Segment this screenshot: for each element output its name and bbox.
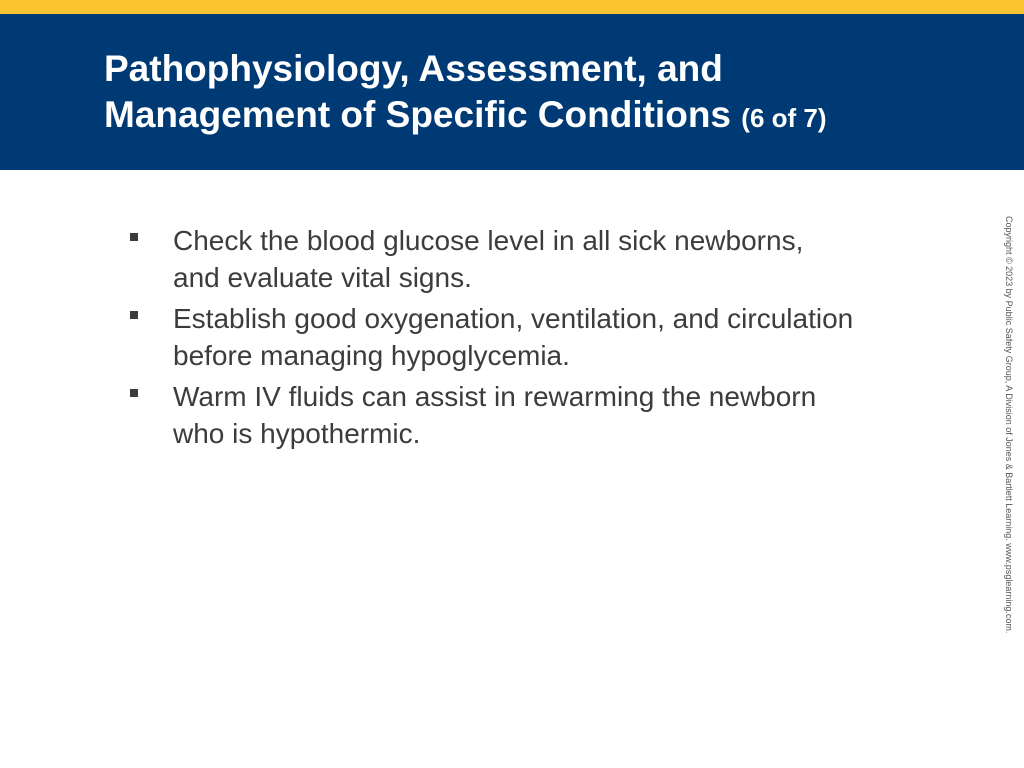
slide-title (104, 46, 984, 141)
slide-title-line2 (104, 92, 984, 141)
bullet-text: Warm IV fluids can assist in rewarming the newborn (173, 381, 817, 412)
square-bullet-icon (130, 233, 138, 241)
bullet-text: Establish good oxygenation, ventilation, and circulation (173, 303, 854, 334)
accent-stripe (0, 0, 1024, 14)
bullet-item-3 (128, 378, 948, 452)
bullet-list (128, 222, 948, 456)
slide-title-line2-text: Management of Specific Conditions (104, 94, 731, 135)
bullet-text: before managing hypoglycemia. (173, 340, 570, 371)
bullet-item-1 (128, 222, 948, 296)
slide-counter: (6 of 7) (741, 103, 827, 133)
bullet-text: who is hypothermic. (173, 418, 421, 449)
square-bullet-icon (130, 389, 138, 397)
bullet-item-2 (128, 300, 948, 374)
bullet-text: Check the blood glucose level in all sick newborns, (173, 225, 804, 256)
bullet-text: and evaluate vital signs. (173, 262, 472, 293)
copyright-notice: Copyright © 2023 by Public Safety Group, A Division of Jones & Bartlett Learning. www.psglearning.com. (1004, 216, 1014, 634)
slide-title-line1: Pathophysiology, Assessment, and (104, 48, 723, 89)
square-bullet-icon (130, 311, 138, 319)
